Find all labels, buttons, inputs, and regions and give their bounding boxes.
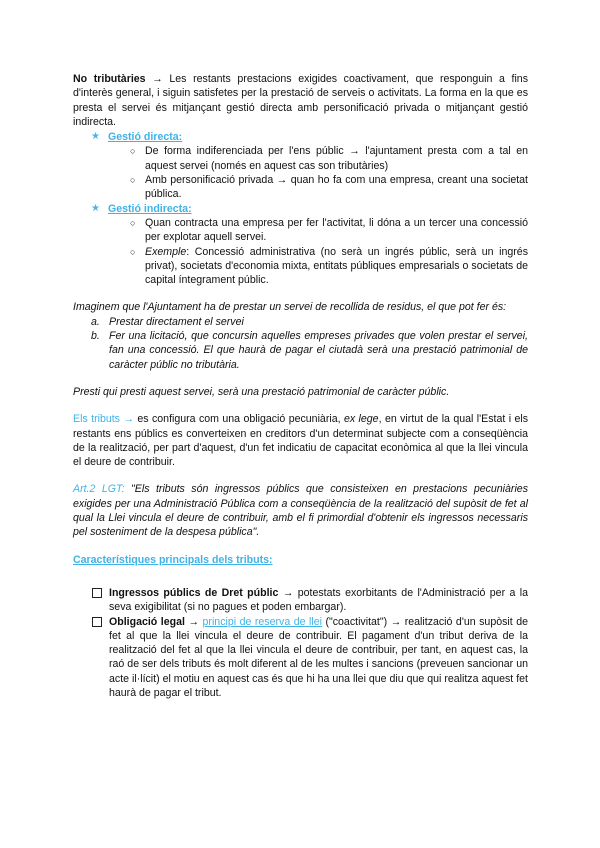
gestio-indirecta-heading: Gestió indirecta: xyxy=(108,202,192,215)
gestio-directa-item-text: Amb personificació privada → quan ho fa com una empresa, creant una societat pública. xyxy=(145,174,528,201)
star-bullet-icon: ★ xyxy=(91,131,100,143)
checkbox-icon xyxy=(92,617,102,627)
example-option xyxy=(91,329,528,372)
characteristic-text: ("coactivitat") → realització d'un supòsit de fet al que la llei vincula el deure de contribuir. El pagament d'un tribut deriva de la realització del fet al que la llei vincula el deure de contribuir, per tant, en aquest cas, la raó de ser dels tributs és molt diferent al de les multes i sancions (preveuen sancionar un acte il·lícit) el motiu en aquest cas és que hi ha una llei que diu que qui realitza aquest fet haurà de pagar el tribut. xyxy=(109,615,528,699)
checkbox-icon xyxy=(92,588,102,598)
characteristic-item xyxy=(73,615,528,701)
gestio-indirecta-item-text: : Concessió administrativa (no serà un ingrés públic, serà un ingrés privat), societats d'economia mixta, entitats públiques empresarials o societats de capital íntegrament públic. xyxy=(145,245,528,287)
circle-bullet-icon: ○ xyxy=(130,146,136,157)
example-option xyxy=(91,315,528,329)
option-text: Prestar directament el servei xyxy=(109,315,244,328)
gestio-indirecta-item xyxy=(73,216,528,245)
reserva-llei-link[interactable]: principi de reserva de llei xyxy=(202,615,322,628)
gestio-directa-heading-row xyxy=(73,130,528,144)
gestio-indirecta-heading-row xyxy=(73,202,528,216)
example-label: Exemple xyxy=(145,245,187,258)
circle-bullet-icon: ○ xyxy=(130,217,136,228)
article-paragraph xyxy=(73,482,528,539)
option-marker: b. xyxy=(91,330,100,343)
tributs-text: , en virtut de la qual l'Estat i els restants ens públics es converteixen en creditors d'un determinat subjecte com a conseqüència de la realització, per part d'aquest, d'un fet indicatiu de capacitat econòmica al que la llei vincula el deure de contribuir. xyxy=(73,413,529,469)
article-ref: Art.2 LGT: xyxy=(73,483,125,496)
gestio-indirecta-item xyxy=(73,245,528,288)
gestio-indirecta-item-text: Quan contracta una empresa per fer l'activitat, li dóna a un tercer una concessió per explotar aquell servei. xyxy=(145,216,528,244)
gestio-directa-item xyxy=(73,173,528,202)
ex-lege-term: ex lege xyxy=(343,413,379,426)
circle-bullet-icon: ○ xyxy=(130,175,136,186)
no-tributaries-paragraph xyxy=(73,72,528,129)
no-tributaries-term: No tributàries xyxy=(73,73,146,85)
tributs-paragraph xyxy=(73,412,528,469)
characteristics-heading: Característiques principals dels tributs: xyxy=(73,553,273,566)
gestio-directa-item xyxy=(73,144,528,173)
gestio-directa-item-text: De forma indiferenciada per l'ens públic → l'ajuntament presta com a tal en aquest servei (només en aquest cas son tributàries) xyxy=(145,145,528,172)
characteristic-item xyxy=(73,586,528,615)
circle-bullet-icon: ○ xyxy=(130,246,136,257)
example-intro: Imaginem que l'Ajuntament ha de prestar un servei de recollida de residus, el que pot fer és: xyxy=(73,301,507,314)
characteristic-title: Ingressos públics de Dret públic xyxy=(109,586,279,599)
option-marker: a. xyxy=(91,315,100,328)
characteristic-title: Obligació legal xyxy=(109,615,185,628)
characteristic-text: → potestats exorbitants de l'Administració per a la seva exigibilitat (si no pagues et poden embargar). xyxy=(109,586,528,614)
arrow-text: → xyxy=(184,615,203,628)
no-tributaries-text: → Les restants prestacions exigides coactivament, que responguin a fins d'interès general, i siguin satisfetes per la prestació de serveis o activitats. La forma en la que es presta el servei és mitjançant gestió directa amb personificació privada o mitjançant gestió indirecta. xyxy=(73,73,529,128)
star-bullet-icon: ★ xyxy=(91,202,100,214)
tributs-text: es configura com una obligació pecuniària, xyxy=(133,413,344,426)
option-text: Fer una licitació, que concursin aquelles empreses privades que volen prestar el servei, fan una concessió. El que haurà de pagar el ciutadà serà una prestació patrimonial de caràcter públic no tributària. xyxy=(109,330,528,371)
gestio-directa-heading: Gestió directa: xyxy=(108,131,183,144)
example-conclusion: Presti qui presti aquest servei, serà una prestació patrimonial de caràcter públic. xyxy=(73,385,450,398)
article-quote: "Els tributs són ingressos públics que consisteixen en prestacions pecuniàries exigides per una Administració Pública com a conseqüència de la realització del supòsit de fet al qual la Llei vincula el deure de contribuir, amb el fi primordial d'obtenir els ingressos necessaris pel sosteniment de la despesa pública". xyxy=(73,483,528,539)
document-page xyxy=(73,72,528,700)
tributs-lead: Els tributs → xyxy=(73,413,134,426)
characteristics-heading-row xyxy=(73,553,528,567)
